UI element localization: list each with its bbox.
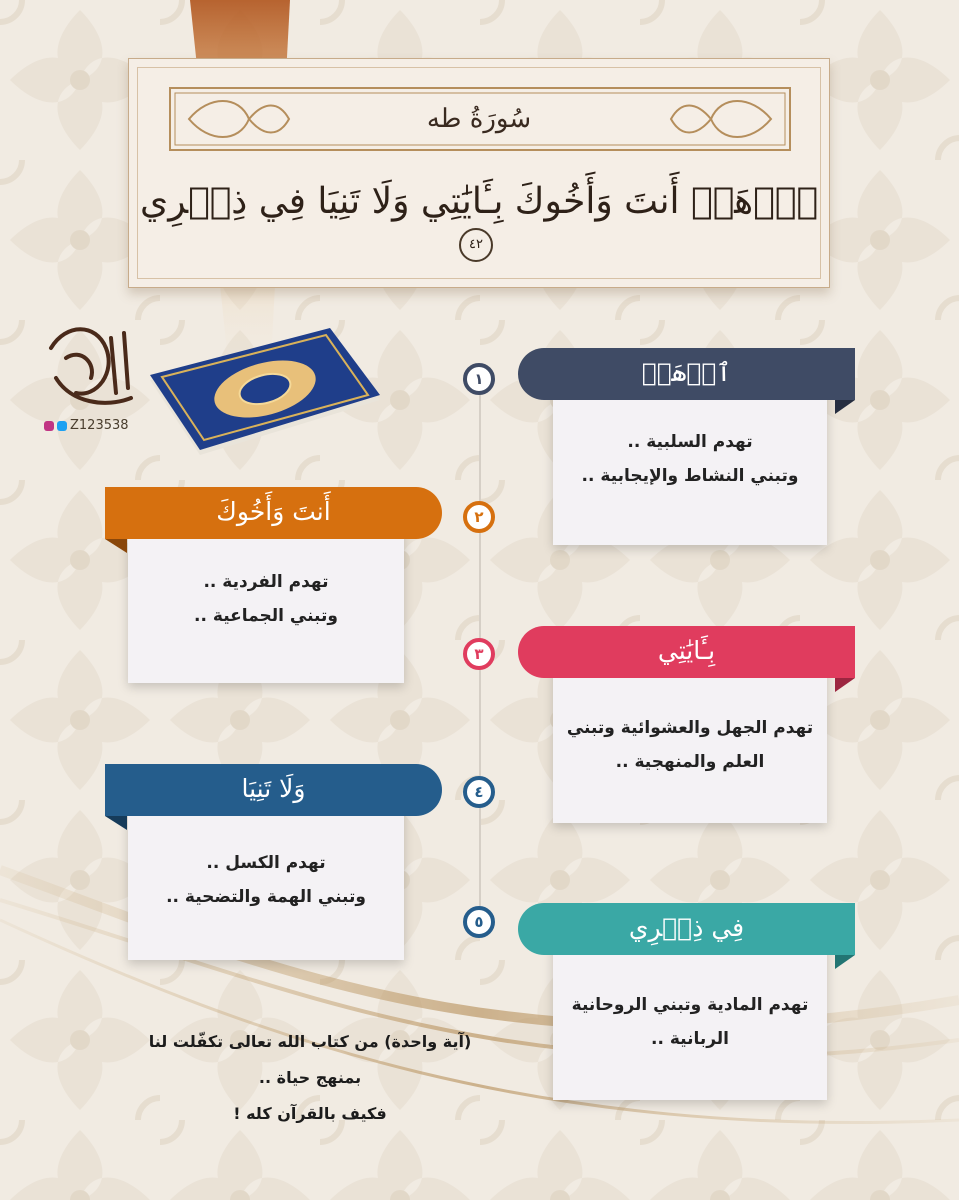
verse-line (129, 181, 829, 263)
closing-line: (آية واحدة) من كتاب الله تعالى تكفّلت لنا (148, 1032, 472, 1051)
point-card (553, 663, 827, 823)
ribbon-fold (105, 539, 127, 553)
point-ribbon: فِي ذِكۡرِي (518, 903, 855, 955)
closing-message (120, 1024, 500, 1132)
point-card (128, 525, 404, 683)
verse-text: ٱذۡهَبۡ أَنتَ وَأَخُوكَ بِـَٔايَٰتِي وَلَا تَنِيَا فِي ذِكۡرِي (140, 181, 818, 222)
handle-text: Z123538 (70, 418, 129, 433)
ribbon-fold (835, 678, 855, 692)
point-line: وتبني النشاط والإيجابية .. (581, 466, 799, 486)
point-line: وتبني الهمة والتضحية .. (166, 887, 366, 907)
ribbon-fold (835, 955, 855, 969)
social-handle (44, 418, 129, 433)
point-card (128, 802, 404, 960)
point-line: تهدم الفردية .. (203, 572, 329, 592)
verse-frame (128, 58, 830, 288)
verse-number-marker: ٤٢ (459, 228, 493, 262)
calligraphy-signature (36, 318, 136, 413)
sura-title: سُورَةُ طه (426, 104, 532, 134)
point-number: ١ (463, 363, 495, 395)
point-line: تهدم الكسل .. (206, 853, 326, 873)
point-ribbon: وَلَا تَنِيَا (105, 764, 442, 816)
instagram-icon (44, 421, 54, 431)
ribbon-fold (105, 816, 127, 830)
point-card (553, 385, 827, 545)
point-line: الربانية .. (650, 1029, 730, 1049)
closing-line: بمنهج حياة .. (258, 1068, 362, 1087)
quran-book-icon (140, 325, 390, 465)
point-line: تهدم المادية وتبني الروحانية (571, 995, 809, 1015)
twitter-icon (57, 421, 67, 431)
point-ribbon: ٱذۡهَبۡ (518, 348, 855, 400)
point-ribbon: بِـَٔايَٰتِي (518, 626, 855, 678)
ribbon-fold (835, 400, 855, 414)
point-number: ٥ (463, 906, 495, 938)
closing-line: فكيف بالقرآن كله ! (233, 1104, 387, 1123)
point-line: تهدم الجهل والعشوائية وتبني (566, 718, 814, 738)
point-ribbon: أَنتَ وَأَخُوكَ (105, 487, 442, 539)
point-line: وتبني الجماعية .. (194, 606, 338, 626)
point-line: العلم والمنهجية .. (615, 752, 765, 772)
point-number: ٣ (463, 638, 495, 670)
point-line: تهدم السلبية .. (627, 432, 753, 452)
point-card (553, 940, 827, 1100)
point-number: ٢ (463, 501, 495, 533)
point-number: ٤ (463, 776, 495, 808)
